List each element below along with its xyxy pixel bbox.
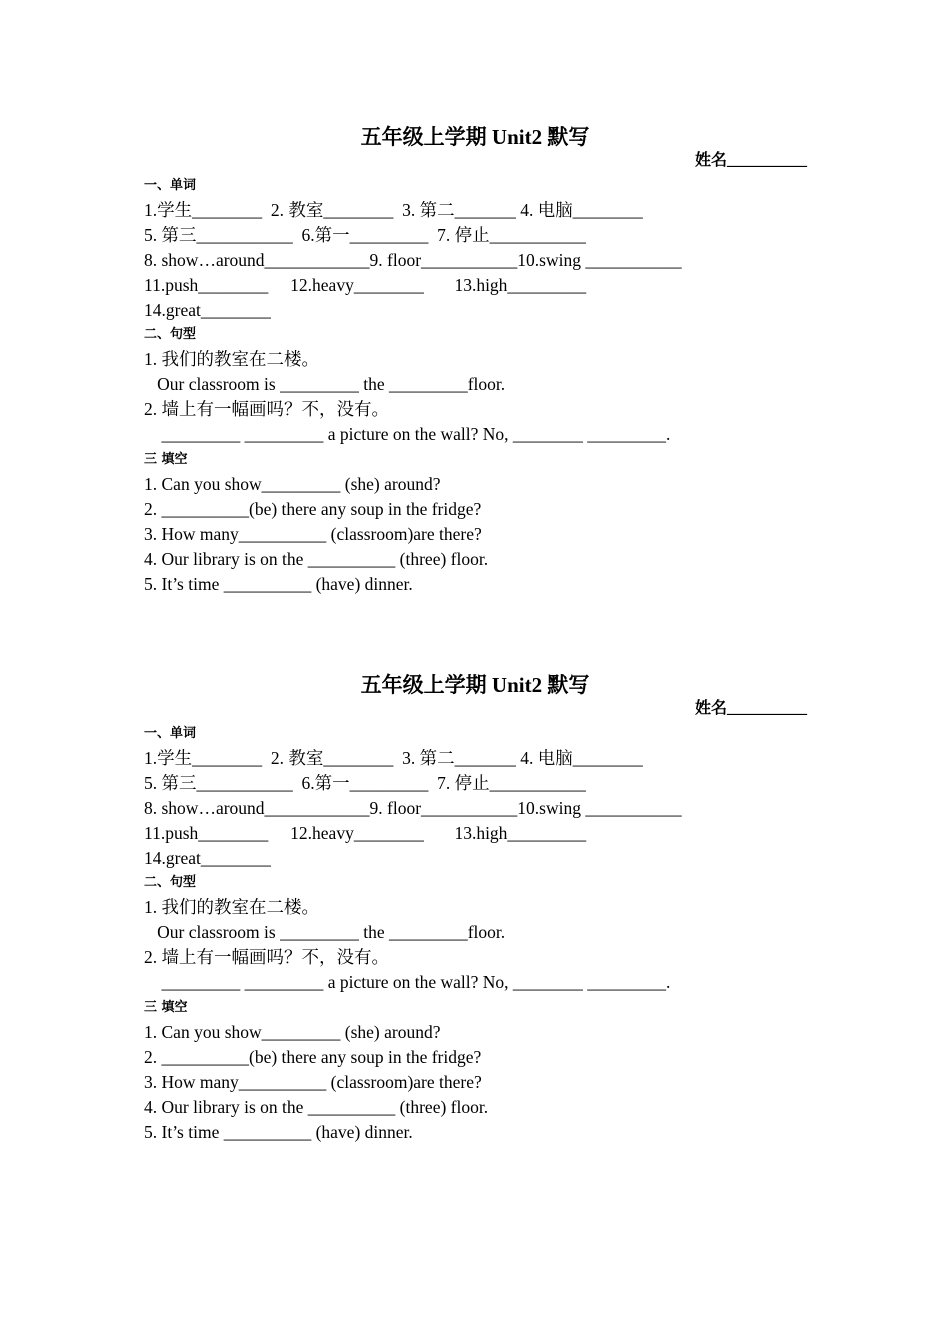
word-line: 14.great________ bbox=[144, 848, 271, 868]
fill-line: 3. How many__________ (classroom)are there? bbox=[144, 524, 482, 544]
word-line: 5. 第三___________ 6.第一_________ 7. 停止___________ bbox=[144, 225, 586, 245]
fill-line: 3. How many__________ (classroom)are there? bbox=[144, 1072, 482, 1092]
fill-line: 1. Can you show_________ (she) around? bbox=[144, 1022, 441, 1042]
section-heading-sentences: 二、句型 bbox=[144, 327, 197, 342]
fill-line: 5. It’s time __________ (have) dinner. bbox=[144, 574, 413, 594]
sentence-line: _________ _________ a picture on the wall? No, ________ _________. bbox=[144, 972, 671, 992]
section-heading-words: 一、单词 bbox=[144, 178, 197, 193]
sentence-line: 2. 墙上有一幅画吗？不，没有。 bbox=[144, 947, 389, 967]
section-heading-fill: 三 填空 bbox=[144, 452, 188, 467]
sentence-line: Our classroom is _________ the _________floor. bbox=[144, 374, 506, 394]
section-heading-fill: 三 填空 bbox=[144, 1000, 188, 1015]
word-line: 8. show…around____________9. floor___________10.swing ___________ bbox=[144, 798, 682, 818]
word-line: 1.学生________ 2. 教室________ 3. 第二_______ 4. 电脑________ bbox=[144, 200, 643, 220]
name-field-label: 姓名__________ bbox=[694, 700, 807, 717]
worksheet-title: 五年级上学期 Unit2 默写 bbox=[360, 673, 590, 697]
sentence-line: _________ _________ a picture on the wall? No, ________ _________. bbox=[144, 424, 671, 444]
fill-line: 4. Our library is on the __________ (three) floor. bbox=[144, 549, 489, 569]
fill-line: 2. __________(be) there any soup in the fridge? bbox=[144, 499, 482, 519]
section-heading-sentences: 二、句型 bbox=[144, 875, 197, 890]
sentence-line: 2. 墙上有一幅画吗？不，没有。 bbox=[144, 399, 389, 419]
fill-line: 5. It’s time __________ (have) dinner. bbox=[144, 1122, 413, 1142]
fill-line: 2. __________(be) there any soup in the fridge? bbox=[144, 1047, 482, 1067]
word-line: 1.学生________ 2. 教室________ 3. 第二_______ 4. 电脑________ bbox=[144, 748, 643, 768]
word-line: 14.great________ bbox=[144, 300, 271, 320]
sentence-line: 1. 我们的教室在二楼。 bbox=[144, 897, 319, 917]
fill-line: 4. Our library is on the __________ (three) floor. bbox=[144, 1097, 489, 1117]
name-field-label: 姓名__________ bbox=[694, 152, 807, 169]
word-line: 11.push________ 12.heavy________ 13.high_________ bbox=[144, 275, 587, 295]
fill-line: 1. Can you show_________ (she) around? bbox=[144, 474, 441, 494]
word-line: 11.push________ 12.heavy________ 13.high_________ bbox=[144, 823, 587, 843]
section-heading-words: 一、单词 bbox=[144, 726, 197, 741]
sentence-line: Our classroom is _________ the _________floor. bbox=[144, 922, 506, 942]
worksheet-title: 五年级上学期 Unit2 默写 bbox=[360, 125, 590, 149]
sentence-line: 1. 我们的教室在二楼。 bbox=[144, 349, 319, 369]
word-line: 5. 第三___________ 6.第一_________ 7. 停止___________ bbox=[144, 773, 586, 793]
word-line: 8. show…around____________9. floor___________10.swing ___________ bbox=[144, 250, 682, 270]
